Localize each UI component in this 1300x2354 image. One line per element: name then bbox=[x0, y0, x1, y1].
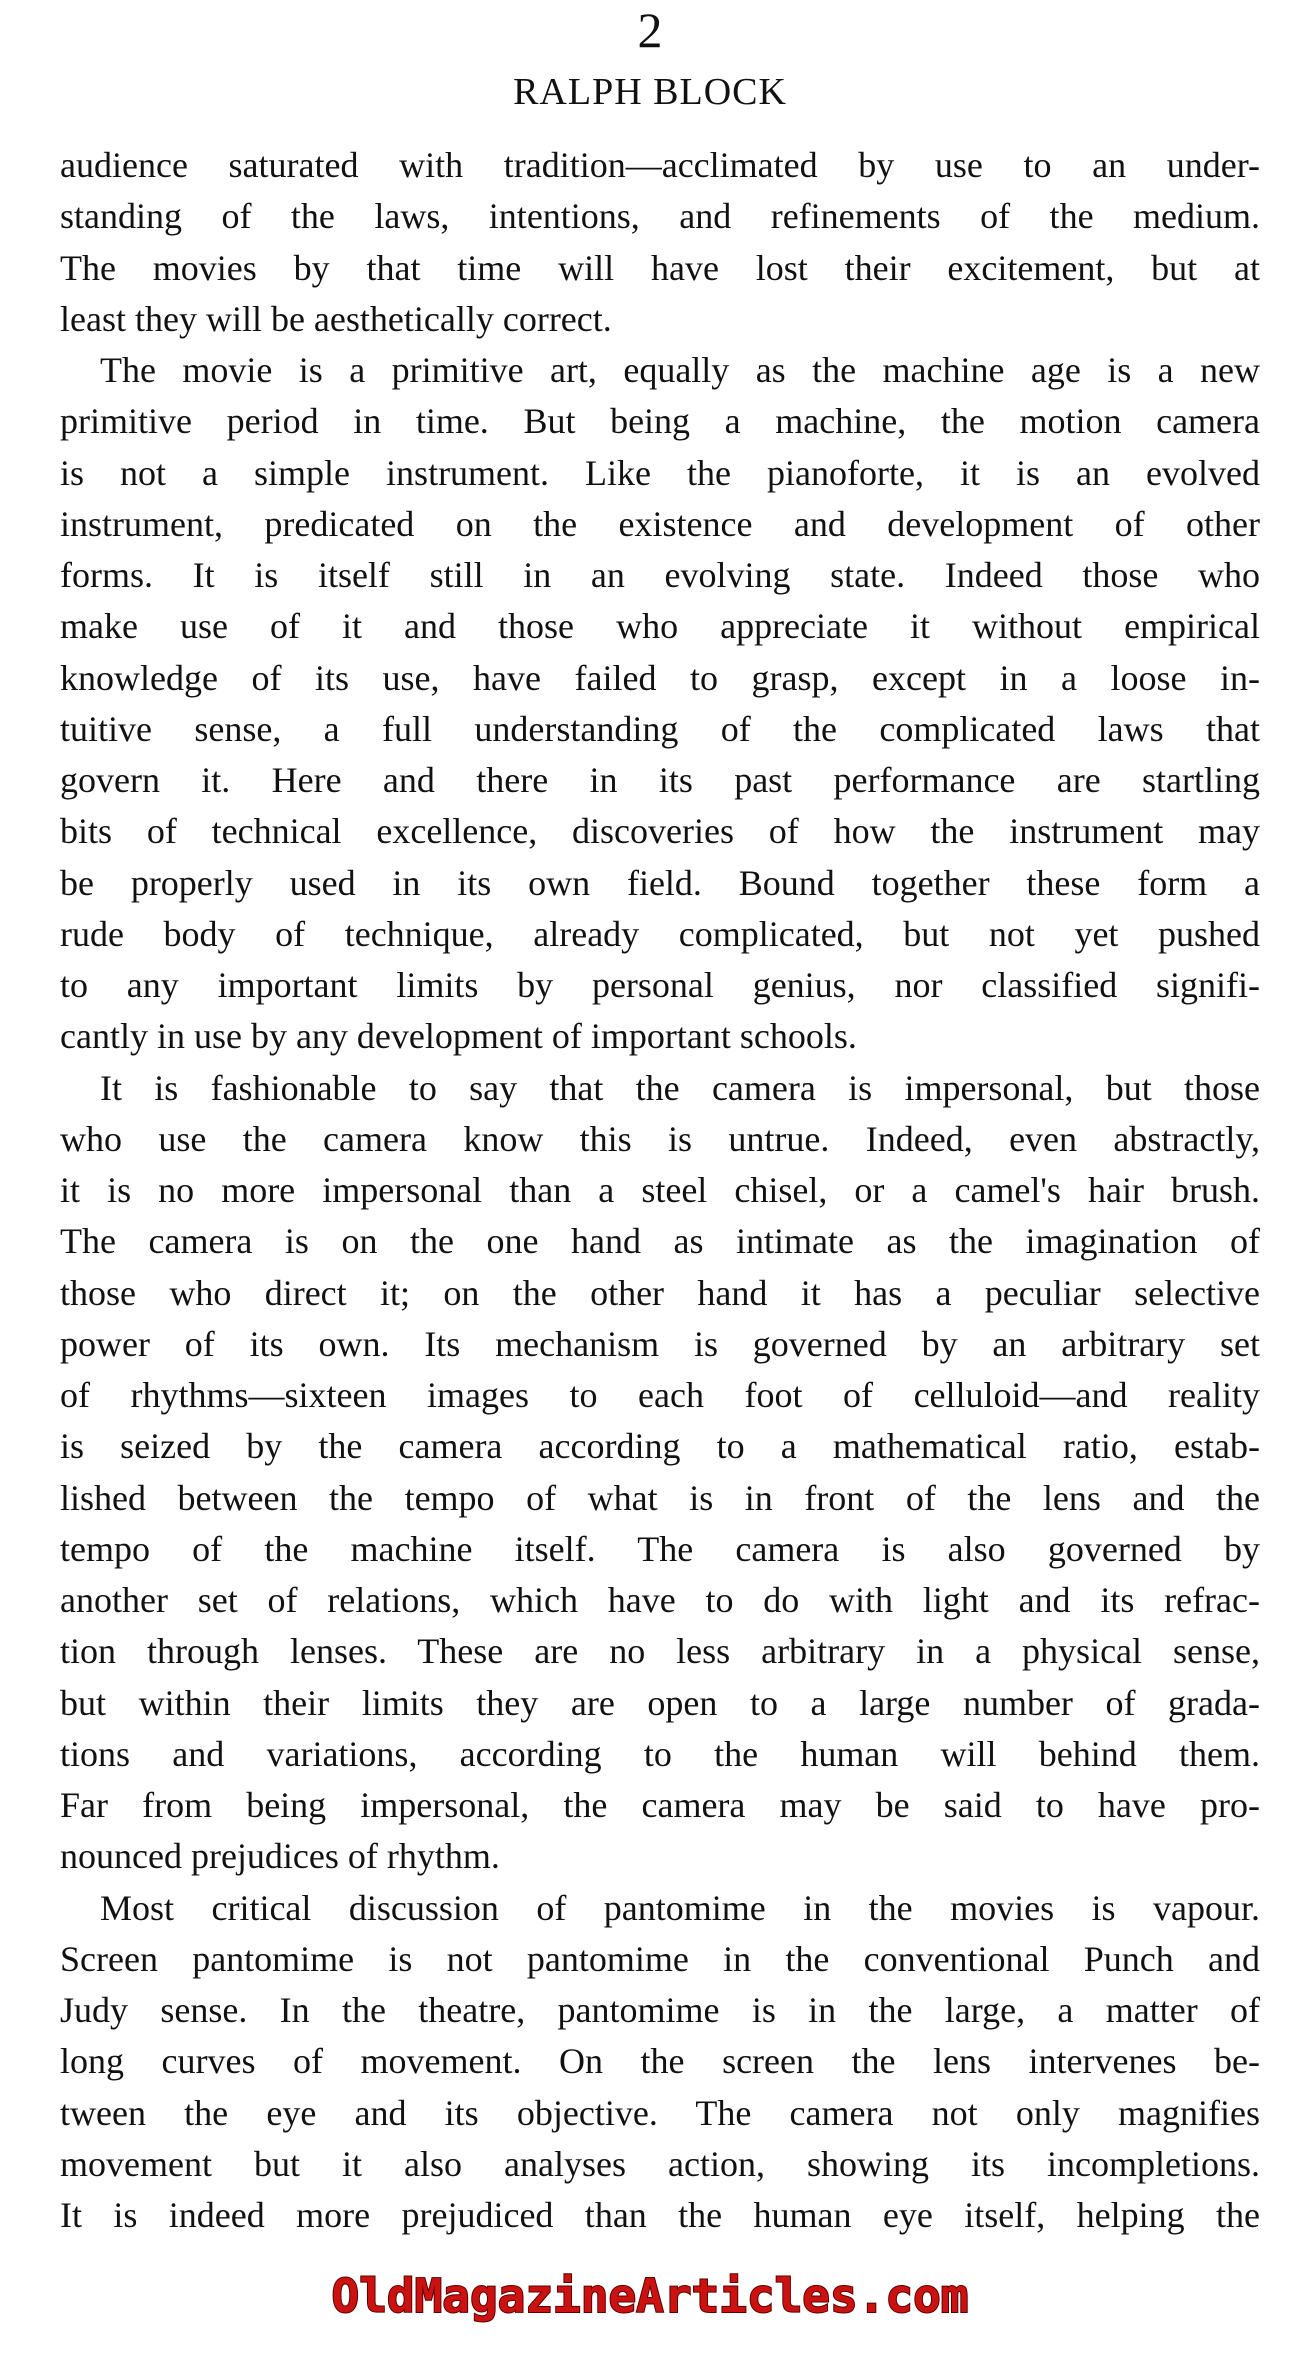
text-line: who use the camera know this is untrue. Indeed, even abstractly, bbox=[60, 1118, 1260, 1159]
text-line: tuitive sense, a full understanding of the complicated laws that bbox=[60, 708, 1260, 749]
text-line: another set of relations, which have to do with light and its refrac- bbox=[60, 1580, 1260, 1620]
text-line: Most critical discussion of pantomime in the movies is vapour. bbox=[100, 1887, 1260, 1928]
paragraph-2 bbox=[60, 345, 1260, 1063]
text-line: those who direct it; on the other hand it has a peculiar selective bbox=[60, 1272, 1260, 1313]
text-line: The movie is a primitive art, equally as the machine age is a new bbox=[100, 350, 1260, 390]
text-line: primitive period in time. But being a machine, the motion camera bbox=[60, 401, 1260, 442]
text-line: of rhythms—sixteen images to each foot of celluloid—and reality bbox=[60, 1375, 1260, 1415]
text-line: bits of technical excellence, discoveries of how the instrument may bbox=[60, 811, 1260, 852]
text-line: It is fashionable to say that the camera is impersonal, but those bbox=[100, 1067, 1260, 1108]
text-line: knowledge of its use, have failed to grasp, except in a loose in- bbox=[60, 657, 1260, 698]
text-line: tempo of the machine itself. The camera is also governed by bbox=[60, 1528, 1260, 1569]
site-watermark bbox=[0, 2268, 1300, 2328]
text-line: Far from being impersonal, the camera may be said to have pro- bbox=[60, 1785, 1260, 1825]
text-line: Judy sense. In the theatre, pantomime is in the large, a matter of bbox=[60, 1990, 1260, 2030]
text-line: is seized by the camera according to a mathematical ratio, estab- bbox=[60, 1426, 1260, 1467]
watermark-logo bbox=[270, 2268, 1030, 2328]
text-line: tions and variations, according to the human will behind them. bbox=[60, 1733, 1260, 1774]
text-line: audience saturated with tradition—acclimated by use to an under- bbox=[60, 145, 1260, 185]
text-line: but within their limits they are open to a large number of grada- bbox=[60, 1682, 1260, 1723]
text-line: govern it. Here and there in its past performance are startling bbox=[60, 760, 1260, 800]
text-line: is not a simple instrument. Like the pianoforte, it is an evolved bbox=[60, 452, 1260, 493]
text-line: movement but it also analyses action, showing its incompletions. bbox=[60, 2143, 1260, 2184]
paragraph-4 bbox=[60, 1883, 1260, 2242]
text-line: it is no more impersonal than a steel chisel, or a camel's hair brush. bbox=[60, 1170, 1260, 1210]
text-line: Screen pantomime is not pantomime in the conventional Punch and bbox=[60, 1938, 1260, 1979]
text-line: to any important limits by personal genius, nor classified signifi- bbox=[60, 965, 1260, 1005]
text-line: standing of the laws, intentions, and refinements of the medium. bbox=[60, 196, 1260, 237]
text-line: power of its own. Its mechanism is governed by an arbitrary set bbox=[60, 1323, 1260, 1364]
text-line: The camera is on the one hand as intimate as the imagination of bbox=[60, 1221, 1260, 1262]
text-line: tween the eye and its objective. The camera not only magnifies bbox=[60, 2092, 1260, 2133]
text-line: make use of it and those who appreciate it without empirical bbox=[60, 606, 1260, 647]
text-line: nounced prejudices of rhythm. bbox=[60, 1836, 500, 1877]
text-line: It is indeed more prejudiced than the human eye itself, helping the bbox=[60, 2195, 1260, 2235]
text-line: least they will be aesthetically correct. bbox=[60, 298, 612, 339]
text-line: instrument, predicated on the existence and development of other bbox=[60, 503, 1260, 544]
page-number: 2 bbox=[637, 2, 663, 58]
watermark-text: OldMagazineArticles.com bbox=[331, 2269, 969, 2323]
text-line: lished between the tempo of what is in front of the lens and the bbox=[60, 1477, 1260, 1518]
text-line: rude body of technique, already complicated, but not yet pushed bbox=[60, 913, 1260, 954]
article-body bbox=[60, 140, 1260, 2241]
paragraph-1 bbox=[60, 140, 1260, 345]
paragraph-3 bbox=[60, 1063, 1260, 1883]
text-line: long curves of movement. On the screen the lens intervenes be- bbox=[60, 2041, 1260, 2082]
text-line: forms. It is itself still in an evolving state. Indeed those who bbox=[60, 555, 1260, 595]
running-head: RALPH BLOCK bbox=[513, 71, 787, 113]
text-line: cantly in use by any development of important schools. bbox=[60, 1016, 857, 1057]
text-line: The movies by that time will have lost their excitement, but at bbox=[60, 247, 1260, 288]
text-line: be properly used in its own field. Bound together these form a bbox=[60, 862, 1260, 903]
text-line: tion through lenses. These are no less arbitrary in a physical sense, bbox=[60, 1631, 1260, 1672]
